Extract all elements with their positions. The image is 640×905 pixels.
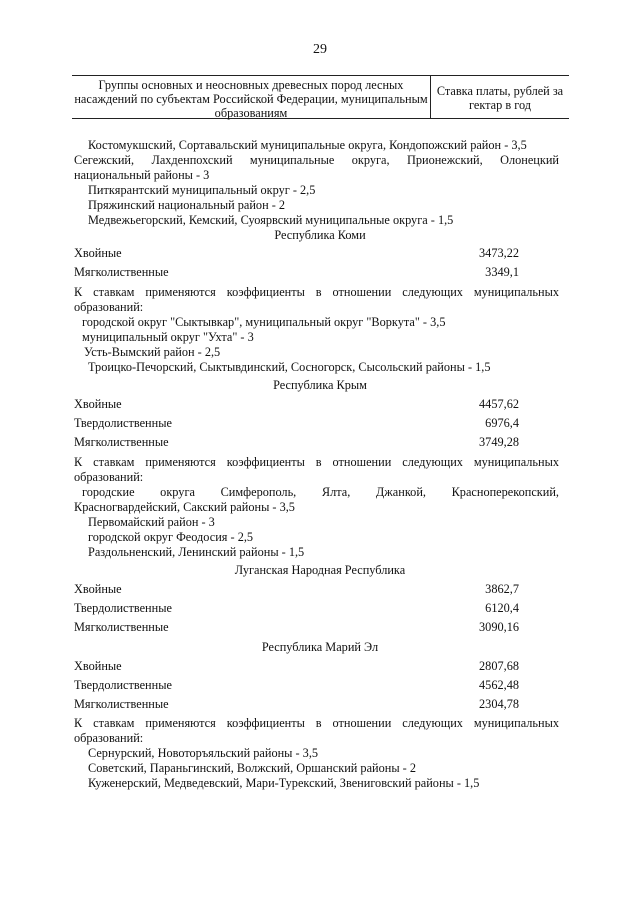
coef-line: Медвежьегорский, Кемский, Суоярвский муниципальные округа - 1,5	[88, 213, 454, 227]
rate-value: 2304,78	[479, 697, 519, 711]
species-label: Хвойные	[74, 659, 122, 673]
rate-value: 3090,16	[479, 620, 519, 634]
coef-intro: образований:	[74, 470, 144, 484]
rate-value: 3349,1	[485, 265, 519, 279]
species-label: Мягколиственные	[74, 697, 169, 711]
species-label: Твердолиственные	[74, 678, 172, 692]
species-label: Хвойные	[74, 246, 122, 260]
coef-line: Сегежский, Лахденпохский муниципальные округа, Прионежский, Олонецкий	[74, 153, 559, 167]
coef-intro: К ставкам применяются коэффициенты в отношении следующих муниципальных	[74, 455, 559, 469]
coef-line: Первомайский район - 3	[88, 515, 215, 529]
rate-value: 3862,7	[485, 582, 519, 596]
header-top-rule	[72, 75, 569, 76]
species-label: Мягколиственные	[74, 435, 169, 449]
rate-value: 3749,28	[479, 435, 519, 449]
rate-value: 3473,22	[479, 246, 519, 260]
rate-value: 6976,4	[485, 416, 519, 430]
coef-line: Красногвардейский, Сакский районы - 3,5	[74, 500, 295, 514]
species-label: Мягколиственные	[74, 620, 169, 634]
coef-intro: К ставкам применяются коэффициенты в отношении следующих муниципальных	[74, 716, 559, 730]
coef-line: Куженерский, Медведевский, Мари-Турекский, Звениговский районы - 1,5	[88, 776, 480, 790]
coef-line: Советский, Параньгинский, Волжский, Оршанский районы - 2	[88, 761, 417, 775]
coef-line: городские округа Симферополь, Ялта, Джанкой, Красноперекопский,	[82, 485, 559, 499]
coef-line: Усть-Вымский район - 2,5	[84, 345, 221, 359]
coef-line: Пряжинский национальный район - 2	[88, 198, 286, 212]
coef-intro: К ставкам применяются коэффициенты в отношении следующих муниципальных	[74, 285, 559, 299]
species-label: Мягколиственные	[74, 265, 169, 279]
region-title-komi: Республика Коми	[274, 228, 366, 242]
coef-line: Костомукшский, Сортавальский муниципальные округа, Кондопожский район - 3,5	[88, 138, 527, 152]
coef-line: Сернурский, Новоторъяльский районы - 3,5	[88, 746, 319, 760]
region-title-mari-el: Республика Марий Эл	[261, 640, 379, 654]
coef-intro: образований:	[74, 731, 144, 745]
page-number: 29	[313, 42, 327, 57]
species-label: Твердолиственные	[74, 601, 172, 615]
coef-line: муниципальный округ "Ухта" - 3	[82, 330, 254, 344]
coef-line: Троицко-Печорский, Сыктывдинский, Сосногорск, Сысольский районы - 1,5	[88, 360, 491, 374]
rate-value: 4457,62	[479, 397, 519, 411]
rate-value: 6120,4	[485, 601, 519, 615]
coef-line: городской округ Феодосия - 2,5	[88, 530, 254, 544]
coef-line: городской округ "Сыктывкар", муниципальный округ "Воркута" - 3,5	[82, 315, 446, 329]
rate-value: 4562,48	[479, 678, 519, 692]
coef-line: Раздольненский, Ленинский районы - 1,5	[88, 545, 305, 559]
coef-line: Питкярантский муниципальный округ - 2,5	[88, 183, 316, 197]
species-label: Твердолиственные	[74, 416, 172, 430]
rate-value: 2807,68	[479, 659, 519, 673]
table-header	[72, 75, 569, 119]
coef-line: национальный районы - 3	[74, 168, 210, 182]
coef-intro: образований:	[74, 300, 144, 314]
region-title-crimea: Республика Крым	[273, 378, 367, 392]
header-rate: Ставка платы, рублей за гектар в год	[436, 84, 564, 113]
species-label: Хвойные	[74, 582, 122, 596]
header-species-groups: Группы основных и неосновных древесных пород лесных насаждений по субъектам Российской Федерации, муниципальным образованиям	[74, 78, 428, 121]
species-label: Хвойные	[74, 397, 122, 411]
region-title-lugansk: Луганская Народная Республика	[234, 563, 406, 577]
